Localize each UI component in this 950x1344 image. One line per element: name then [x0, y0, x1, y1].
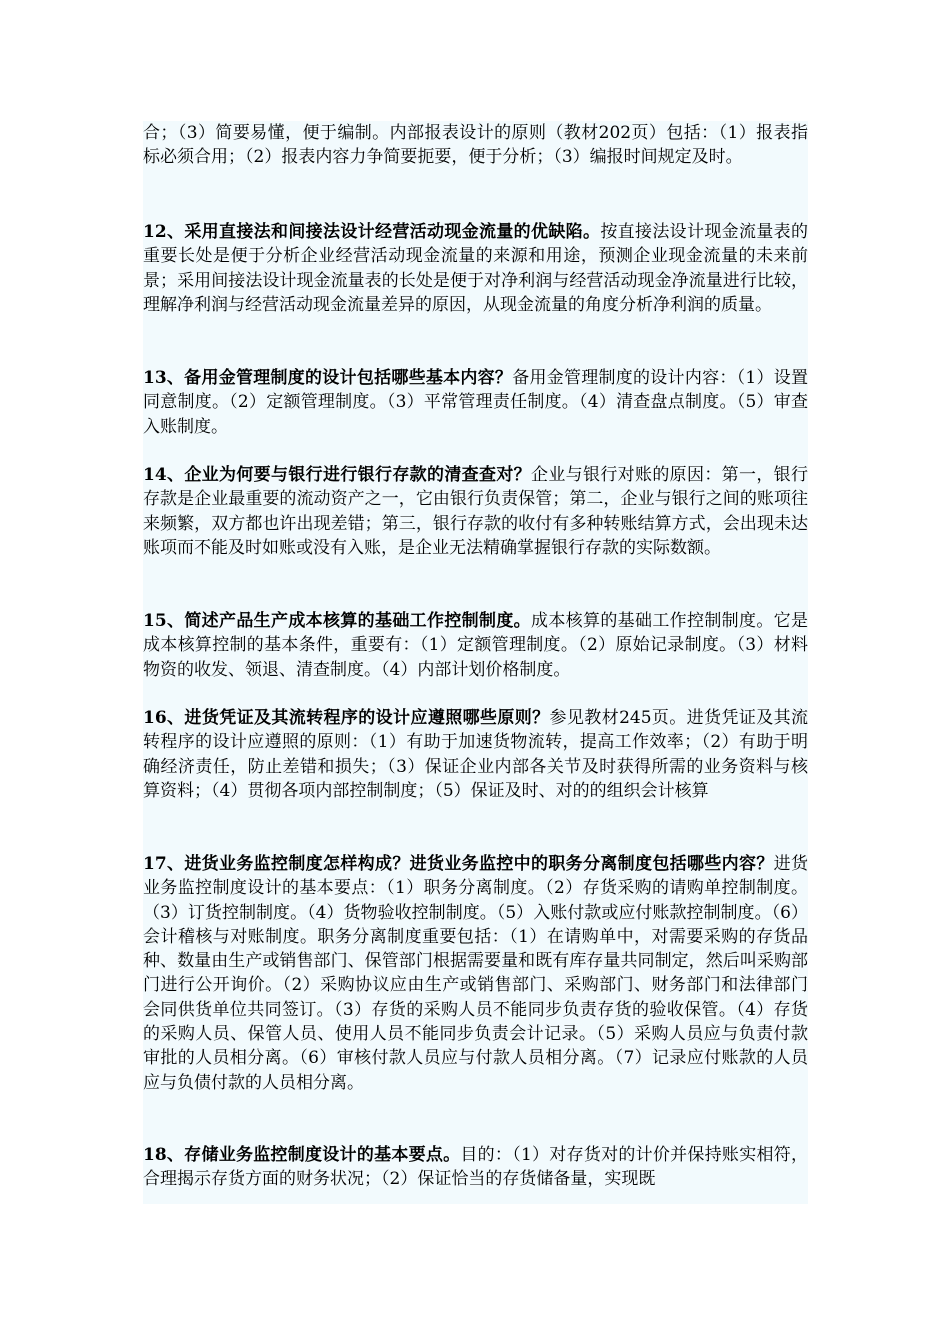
paragraph-answer: 目的：（1）对存货对的计价并保持账实相符，合理揭示存货方面的财务状况；（2）保证恰当的存货储备量，实现既	[143, 1145, 808, 1190]
document-text-block	[143, 121, 808, 1204]
paragraph-q16	[143, 706, 808, 803]
paragraph-answer: 成本核算的基础工作控制制度。它是成本核算控制的基本条件，重要有：（1）定额管理制度。（2）原始记录制度。（3）材料物资的收发、领退、清查制度。（4）内部计划价格制度。	[143, 611, 809, 680]
paragraph-answer: 备用金管理制度的设计内容：（1）设置同意制度。（2）定额管理制度。（3）平常管理责任制度。（4）清查盘点制度。（5）审查入账制度。	[143, 368, 808, 437]
paragraph-q17	[143, 852, 808, 1095]
paragraph-answer: 进货业务监控制度设计的基本要点：（1）职务分离制度。（2）存货采购的请购单控制制度。（3）订货控制制度。（4）货物验收控制制度。（5）入账付款或应付账款控制制度。（6）会计稽核与对账制度。职务分离制度重要包括：（1）在请购单中，对需要采购的存货品种、数量由生产或销售部门、保管部门根据需要量和既有库存量共同制定，然后叫采购部门进行公开询价。（2）采购协议应由生产或销售部门、采购部门、财务部门和法律部门会同供货单位共同签订。（3）存货的采购人员不能同步负责存货的验收保管。（4）存货的采购人员、保管人员、使用人员不能同步负责会计记录。（5）采购人员应与负责付款审批的人员相分离。（6）审核付款人员应与付款人员相分离。（7）记录应付账款的人员应与负债付款的人员相分离。	[143, 854, 809, 1093]
paragraph-answer: 企业与银行对账的原因：第一，银行存款是企业最重要的流动资产之一，它由银行负责保管；第二，企业与银行之间的账项往来频繁，双方都也许出现差错；第三，银行存款的收付有多种转账结算方式，会出现未达账项而不能及时如账或没有入账，是企业无法精确掌握银行存款的实际数额。	[143, 465, 809, 558]
paragraph-question: 18、存储业务监控制度设计的基本要点。	[143, 1145, 461, 1165]
paragraph-answer: 按直接法设计现金流量表的重要长处是便于分析企业经营活动现金流量的来源和用途，预测企业现金流量的未来前景；采用间接法设计现金流量表的长处是便于对净利润与经营活动现金净流量进行比较，理解净利润与经营活动现金流量差异的原因，从现金流量的角度分析净利润的质量。	[143, 222, 809, 315]
paragraph-question: 14、企业为何要与银行进行银行存款的清查查对？	[143, 465, 531, 485]
paragraph-question: 12、采用直接法和间接法设计经营活动现金流量的优缺陷。	[143, 222, 601, 242]
paragraph-question: 17、进货业务监控制度怎样构成？进货业务监控中的职务分离制度包括哪些内容？	[143, 854, 774, 874]
paragraph-q13	[143, 366, 808, 439]
paragraph-answer: 合；（3）简要易懂，便于编制。内部报表设计的原则（教材202页）包括：（1）报表指标必须合用；（2）报表内容力争简要扼要，便于分析；（3）编报时间规定及时。	[143, 123, 808, 168]
paragraph-question: 13、备用金管理制度的设计包括哪些基本内容？	[143, 368, 513, 388]
paragraph-question: 15、简述产品生产成本核算的基础工作控制制度。	[143, 611, 531, 631]
paragraph-continuation	[143, 121, 808, 170]
paragraph-question: 16、进货凭证及其流转程序的设计应遵照哪些原则？	[143, 708, 550, 728]
paragraph-q18	[143, 1143, 808, 1192]
paragraph-answer: 参见教材245页。进货凭证及其流转程序的设计应遵照的原则：（1）有助于加速货物流转，提高工作效率；（2）有助于明确经济责任，防止差错和损失；（3）保证企业内部各关节及时获得所需的业务资料与核算资料；（4）贯彻各项内部控制制度；（5）保证及时、对的的组织会计核算	[143, 708, 808, 801]
paragraph-q12	[143, 220, 808, 317]
paragraph-q15	[143, 609, 808, 682]
paragraph-q14	[143, 463, 808, 560]
